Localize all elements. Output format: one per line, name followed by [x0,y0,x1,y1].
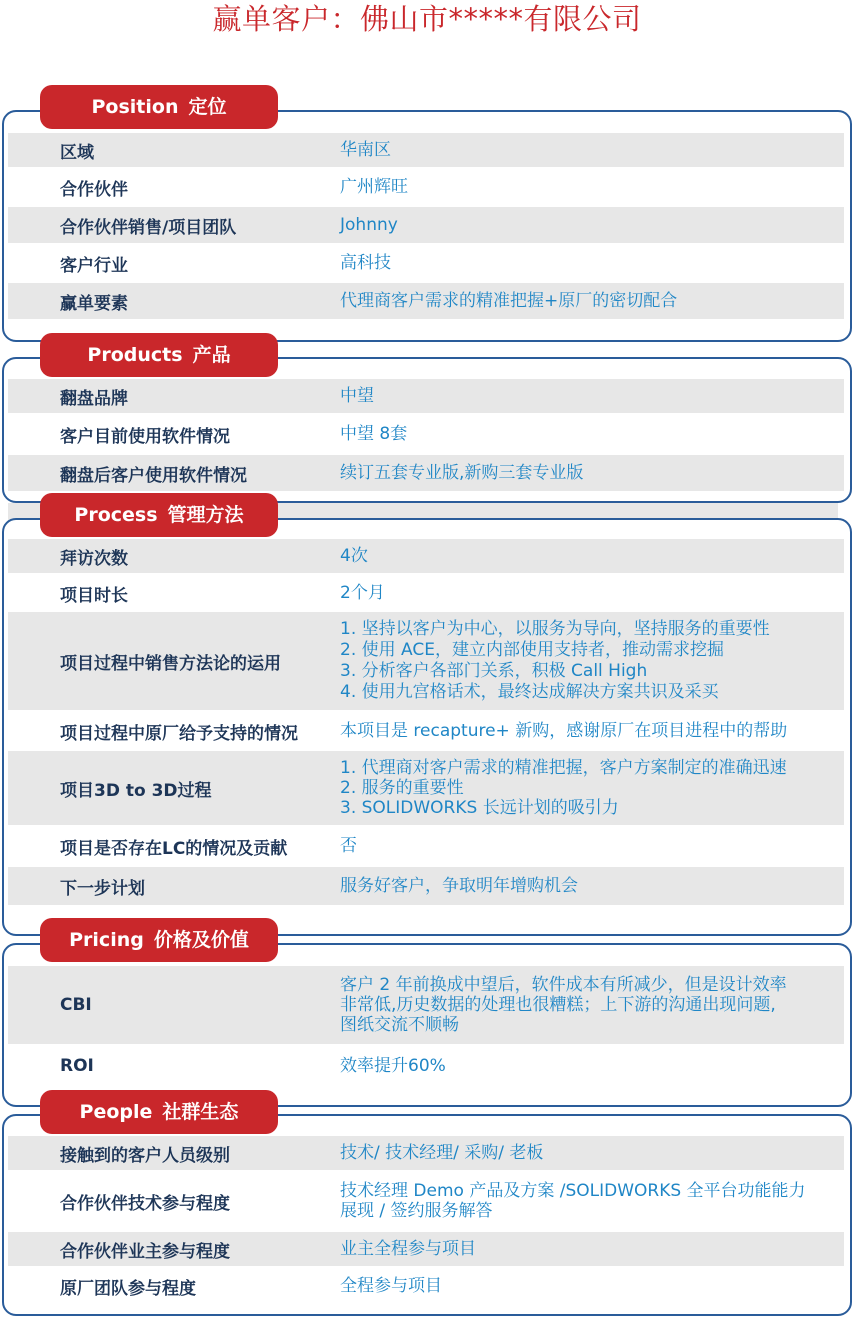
row-label: 拜访次数 [60,548,128,569]
tab-position-en: Position [91,96,179,118]
row-value: 中望 [340,386,374,406]
row-value: 否 [340,836,357,856]
row-label: 客户目前使用软件情况 [60,426,230,447]
row-label: 翻盘后客户使用软件情况 [60,465,247,486]
tab-products-cn: 产品 [192,344,231,366]
row-label: 合作伙伴销售/项目团队 [60,217,237,238]
tab-position [40,85,278,129]
page-title: 赢单客户：佛山市*****有限公司 [212,2,642,36]
row-value: 代理商客户需求的精准把握+原厂的密切配合 [340,291,678,311]
table-row [8,416,844,452]
row-label: 项目过程中原厂给予支持的情况 [60,723,298,744]
table-row [8,1232,844,1266]
table-row [8,1136,844,1170]
tab-process [40,493,278,537]
table-row [8,245,844,281]
row-label: 区域 [60,142,94,163]
row-label: 接触到的客户人员级别 [60,1145,230,1166]
table-row [8,455,844,491]
table-row [8,169,844,205]
row-label: 翻盘品牌 [60,388,128,409]
row-label: 客户行业 [60,255,128,276]
row-label: 下一步计划 [60,878,145,899]
tab-pricing [40,918,278,962]
tab-position-cn: 定位 [188,96,227,118]
row-value: 1. 代理商对客户需求的精准把握，客户方案制定的准确迅速 2. 服务的重要性 3. SOLIDWORKS 长远计划的吸引力 [340,758,787,818]
row-value: 2个月 [340,583,385,603]
row-label: CBI [60,995,92,1015]
row-label: 原厂团队参与程度 [60,1278,196,1299]
row-value: 服务好客户，争取明年增购机会 [340,876,578,896]
row-label: ROI [60,1056,94,1076]
row-label: 项目时长 [60,585,128,606]
row-value: 广州辉旺 [340,177,408,197]
table-row [8,379,844,413]
tab-process-en: Process [74,504,158,526]
tab-people-cn: 社群生态 [162,1101,239,1123]
row-value: 1. 坚持以客户为中心，以服务为导向，坚持服务的重要性 2. 使用 ACE，建立内部使用支持者，推动需求挖掘 3. 分析客户各部门关系，积极 Call High 4. 使用九宫格话术，最终达成解决方案共识及采买 [340,619,770,702]
row-label: 合作伙伴技术参与程度 [60,1193,230,1214]
row-label: 项目过程中销售方法论的运用 [60,653,281,674]
table-row [8,539,844,573]
table-row [8,612,844,710]
table-row [8,1268,844,1304]
row-label: 项目3D to 3D过程 [60,780,212,801]
table-row [8,713,844,749]
table-row [8,1047,844,1085]
table-row [8,133,844,167]
table-row [8,751,844,825]
row-value: Johnny [340,215,398,235]
row-label: 合作伙伴业主参与程度 [60,1241,230,1262]
table-row [8,867,844,905]
tab-process-cn: 管理方法 [167,504,244,526]
row-label: 赢单要素 [60,293,128,314]
row-value: 高科技 [340,253,391,273]
row-value: 技术经理 Demo 产品及方案 /SOLIDWORKS 全平台功能能力 展现 / 签约服务解答 [340,1181,806,1221]
tab-people-en: People [79,1101,153,1123]
table-row [8,828,844,864]
row-value: 续订五套专业版,新购三套专业版 [340,463,584,483]
row-value: 效率提升60% [340,1056,446,1076]
tab-pricing-en: Pricing [69,929,144,951]
row-value: 4次 [340,546,368,566]
row-label: 合作伙伴 [60,179,128,200]
table-row [8,1173,844,1229]
row-value: 技术/ 技术经理/ 采购/ 老板 [340,1143,544,1163]
row-value: 中望 8套 [340,424,408,444]
row-value: 华南区 [340,140,391,160]
table-row [8,576,844,610]
row-value: 本项目是 recapture+ 新购，感谢原厂在项目进程中的帮助 [340,721,788,741]
row-value: 业主全程参与项目 [340,1239,476,1259]
tab-pricing-cn: 价格及价值 [153,929,249,951]
table-row [8,283,844,319]
row-value: 全程参与项目 [340,1276,442,1296]
tab-people [40,1090,278,1134]
row-label: 项目是否存在LC的情况及贡献 [60,838,288,859]
table-row [8,966,844,1044]
row-value: 客户 2 年前换成中望后，软件成本有所减少，但是设计效率 非常低,历史数据的处理也很糟糕；上下游的沟通出现问题, 图纸交流不顺畅 [340,975,787,1035]
tab-products [40,333,278,377]
table-row [8,207,844,243]
tab-products-en: Products [87,344,183,366]
